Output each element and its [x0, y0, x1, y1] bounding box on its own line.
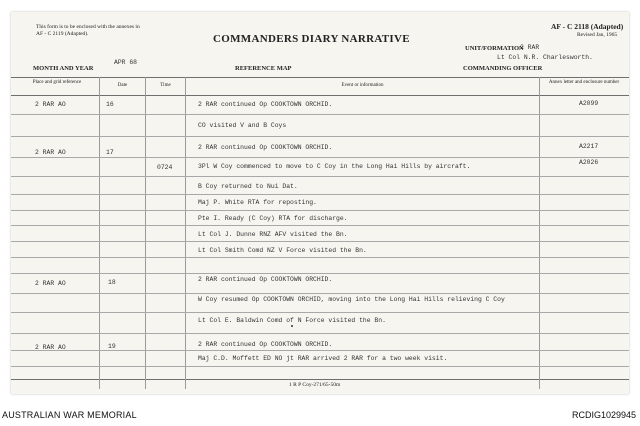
row-event: Lt Col Smith Comd NZ V Force visited the Bn.: [198, 247, 367, 254]
row-event: 2 RAR continued Op COOKTOWN ORCHID.: [198, 101, 333, 108]
archive-name: AUSTRALIAN WAR MEMORIAL: [2, 410, 137, 420]
row-place: 2 RAR AO: [35, 149, 66, 156]
row-time: 0724: [157, 164, 173, 171]
diary-sheet: [11, 12, 629, 394]
row-place: 2 RAR AO: [35, 344, 66, 351]
form-code: AF - C 2118 (Adapted): [551, 22, 624, 31]
row-annex: A2099: [579, 100, 599, 107]
row-date: 16: [106, 101, 114, 108]
stray-dot: [291, 325, 293, 327]
commanding-officer-label: COMMANDING OFFICER: [463, 65, 543, 72]
row-place: 2 RAR AO: [35, 280, 66, 287]
row-annex: A2026: [579, 159, 599, 166]
row-event: Lt Col J. Dunne RNZ AFV visited the Bn.: [198, 231, 348, 238]
row-event: B Coy returned to Nui Dat.: [198, 183, 298, 190]
month-value: APR 68: [114, 59, 138, 66]
reference-map-label: REFERENCE MAP: [235, 65, 292, 72]
record-id: RCDIG1029945: [571, 410, 636, 420]
row-event: Pte I. Ready (C Coy) RTA for discharge.: [198, 215, 348, 222]
column-header-event: Event or information: [341, 83, 384, 88]
enclosure-note: This form is to be enclosed with the annexes in AF - C 2119 (Adapted).: [36, 24, 140, 37]
row-event: Maj C.D. Moffett ED NO jt RAR arrived 2 RAR for a two week visit.: [198, 355, 448, 362]
row-event: 2 RAR continued Op COOKTOWN ORCHID.: [198, 144, 333, 151]
row-date: 17: [106, 149, 114, 156]
column-header-time: Time: [160, 83, 171, 88]
row-date: 19: [108, 343, 116, 350]
row-event: CO visited V and B Coys: [198, 122, 287, 129]
column-header-date: Date: [117, 83, 128, 88]
row-event: 2 RAR continued Op COOKTOWN ORCHID.: [198, 276, 333, 283]
form-title: COMMANDERS DIARY NARRATIVE: [213, 33, 410, 45]
unit-value: 2 RAR: [520, 44, 540, 51]
printer-line: 1 R P Coy-271/65-50m: [289, 382, 341, 388]
month-label: MONTH AND YEAR: [33, 65, 94, 72]
row-date: 18: [108, 279, 116, 286]
revised-date: Revised Jan, 1965: [577, 32, 618, 38]
row-place: 2 RAR AO: [35, 101, 66, 108]
row-event: Maj P. White RTA for reposting.: [198, 199, 317, 206]
officer-value: Lt Col N.R. Charlesworth.: [497, 54, 593, 61]
column-header-place: Place and grid reference: [32, 80, 82, 85]
row-event: 3Pl W Coy commenced to move to C Coy in the Long Hai Hills by aircraft.: [198, 163, 471, 170]
row-event: 2 RAR continued Op COOKTOWN ORCHID.: [198, 341, 333, 348]
row-event: W Coy resumed Op COOKTOWN ORCHID, moving into the Long Hai Hills relieving C Coy: [198, 296, 505, 303]
unit-label: UNIT/FORMATION: [465, 45, 524, 52]
row-event: Lt Col E. Baldwin Comd of N Force visited the Bn.: [198, 317, 386, 324]
row-annex: A2217: [579, 143, 599, 150]
column-header-annex: Annex letter and enclosure number: [548, 80, 620, 85]
